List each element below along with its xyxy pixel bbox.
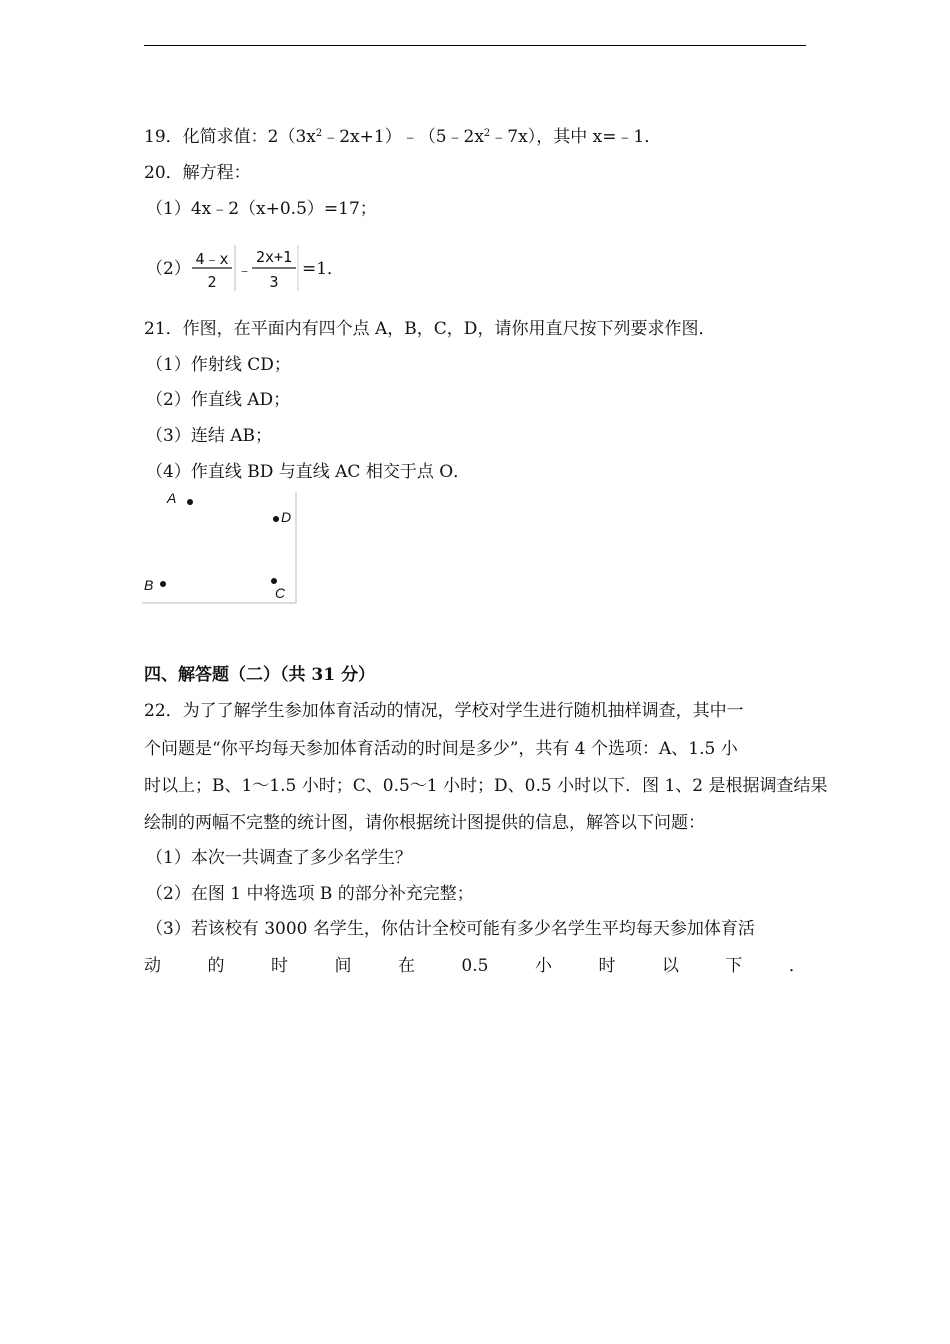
question-20-part-1: （1）4x﹣2（x+0.5）=17； bbox=[146, 199, 377, 219]
question-22-line-2: 个问题是“你平均每天参加体育活动的时间是多少”，共有 4 个选项：A、1.5 小 bbox=[144, 739, 738, 759]
points-figure bbox=[142, 490, 298, 605]
point-a bbox=[187, 499, 193, 505]
point-b bbox=[160, 581, 166, 587]
question-21-title: 21．作图，在平面内有四个点 A，B，C，D，请你用直尺按下列要求作图． bbox=[144, 319, 716, 339]
question-19: 19．化简求值：$2(3x^2﹣2x+1)﹣(5﹣2x^2﹣7x)$，其中 x=﹣1． bbox=[144, 127, 662, 147]
question-20-title: 20．解方程： bbox=[144, 163, 251, 183]
question-22-line-4: 绘制的两幅不完整的统计图，请你根据统计图提供的信息，解答以下问题： bbox=[144, 813, 705, 833]
point-b-label: B bbox=[144, 577, 154, 593]
point-c bbox=[271, 578, 277, 584]
point-d bbox=[273, 516, 279, 522]
fraction-1-denominator: 2 bbox=[207, 273, 217, 291]
point-d-label: D bbox=[281, 509, 292, 525]
fraction-2-numerator: 2x+1 bbox=[255, 248, 293, 266]
minus-sign: ﹣ bbox=[237, 261, 253, 279]
question-22-part-3-continued: 动 的 时 间 在 0.5 小 时 以 下 ． bbox=[144, 956, 806, 976]
equation-suffix: =1． bbox=[302, 259, 345, 279]
fraction-2-denominator: 3 bbox=[269, 273, 279, 291]
section-4-heading: 四、解答题（二）（共 31 分） bbox=[144, 665, 375, 685]
question-21-step-1: （1）作射线 CD； bbox=[146, 355, 291, 375]
header-rule bbox=[144, 45, 806, 46]
question-22-line-1: 22．为了了解学生参加体育活动的情况，学校对学生进行随机抽样调查，其中一 bbox=[144, 701, 744, 721]
question-21-step-3: （3）连结 AB； bbox=[146, 426, 272, 446]
question-22-line-3: 时以上；B、1～1.5 小时；C、0.5～1 小时；D、0.5 小时以下．图 1、2 是根据调查结果 bbox=[144, 776, 828, 796]
question-20-part-2-prefix: （2） bbox=[146, 259, 191, 279]
question-22-part-2: （2）在图 1 中将选项 B 的部分补充完整； bbox=[146, 884, 474, 904]
question-21-step-4: （4）作直线 BD 与直线 AC 相交于点 O． bbox=[146, 462, 471, 482]
question-22-part-3: （3）若该校有 3000 名学生，你估计全校可能有多少名学生平均每天参加体育活 bbox=[146, 919, 755, 939]
point-a-label: A bbox=[167, 490, 177, 506]
fraction-1-numerator: 4﹣x bbox=[195, 250, 229, 268]
equation-image bbox=[190, 243, 300, 293]
question-22-part-1: （1）本次一共调查了多少名学生？ bbox=[146, 848, 412, 868]
point-c-label: C bbox=[275, 585, 286, 601]
question-21-step-2: （2）作直线 AD； bbox=[146, 390, 291, 410]
